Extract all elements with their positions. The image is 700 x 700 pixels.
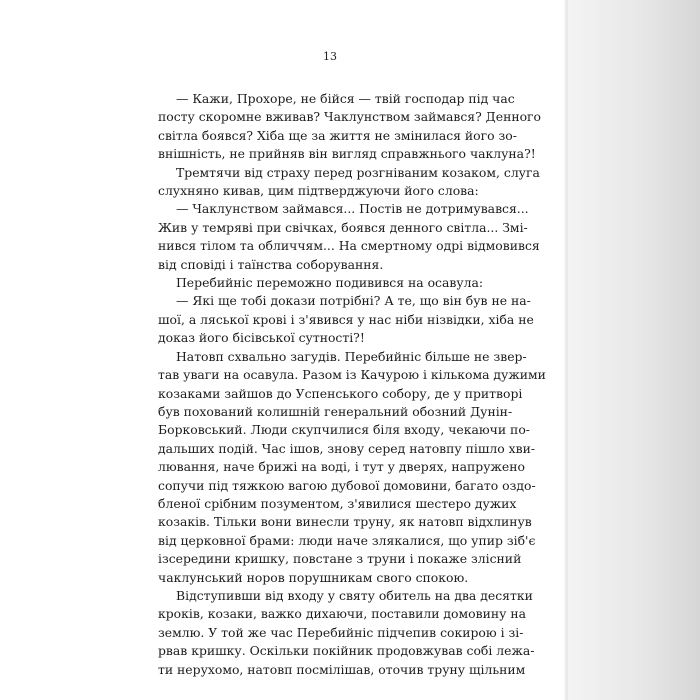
paragraph [158, 200, 540, 274]
page-edge [562, 0, 568, 700]
text-line: тав уваги на осавула. Разом із Качурою і кількома дужими [158, 367, 546, 383]
text-line: ти нерухомо, натовп посмілішав, оточив труну щільним [158, 661, 526, 677]
text-line: — Які ще тобі докази потрібні? А те, що він був не на- [176, 293, 531, 309]
body-text [158, 90, 546, 679]
paragraph [158, 348, 546, 587]
text-line: світла боявся? Хіба ще за життя не змінилася його зо- [158, 127, 517, 143]
text-line: бленої срібним позументом, з'явилися шестеро дужих [158, 495, 517, 511]
paragraph [158, 90, 542, 164]
text-line: — Чаклунством займався... Постів не дотримувався... [176, 201, 529, 217]
text-line: землю. У той же час Перебийніс підчепив сокирою і зі- [158, 624, 524, 640]
text-line: слухняно кивав, цим підтверджуючи його слова: [158, 183, 479, 199]
page-number: 13 [323, 50, 337, 63]
text-line: рвав кришку. Оскільки покійник продовжував собі лежа- [158, 643, 535, 659]
page-gutter-shadow [565, 0, 700, 700]
text-line: Жив у темряві при свічках, боявся денного світла... Змі- [158, 219, 528, 235]
text-line: Борковський. Люди скупчилися біля входу, чекаючи по- [158, 422, 530, 438]
text-line: — Кажи, Прохоре, не бійся — твій господар під час [176, 91, 515, 106]
paragraph [158, 164, 540, 201]
text-line: козаків. Тільки вони винесли труну, як натовп відхлинув [158, 514, 532, 530]
text-line: кроків, козаки, важко дихаючи, поставили домовину на [158, 606, 526, 622]
text-line: Тремтячи від страху перед розгніваним козаком, слуга [176, 164, 540, 180]
text-line: козаками зайшов до Успенського собору, де у притворі [158, 385, 523, 401]
text-line: Відступивши від входу у святу обитель на два десятки [176, 587, 533, 603]
text-line: сопучи під тяжкою вагою дубової домовини, багато оздо- [158, 477, 536, 493]
paragraph [158, 587, 535, 679]
text-line: чаклунський норов порушникам свого спокою. [158, 569, 469, 585]
text-line: Перебийніс переможно подивився на осавула: [176, 275, 484, 291]
text-line: був похований колишній генеральний обозний Дунін- [158, 403, 513, 419]
text-line: ізсередини кришку, повстане з труни і покаже злісний [158, 551, 522, 567]
text-line: дальших подій. Час ішов, знову серед натовпу пішло хви- [158, 440, 536, 456]
text-line: від сповіді і таїнства соборування. [158, 256, 384, 272]
text-line: від церковної брами: люди наче злякалися, що упир зіб'є [158, 532, 536, 548]
text-line: посту скоромне вживав? Чаклунством займався? Денного [158, 109, 542, 125]
text-line: лювання, наче брижі на воді, і тут у дверях, напружено [158, 459, 525, 475]
paragraph [158, 274, 498, 292]
text-line: нився тілом та обличчям... На смертному одрі відмовився [158, 238, 540, 254]
paragraph [158, 292, 534, 347]
text-line: внішність, не прийняв він вигляд справжнього чаклуна?! [158, 146, 536, 162]
text-line: доказ його бісівської сутності?! [158, 330, 365, 346]
text-line: шої, а ляської крові і з'явився у нас ніби нізвідки, хіба не [158, 311, 534, 327]
text-line: Натовп схвально загудів. Перебийніс більше не звер- [176, 348, 527, 364]
